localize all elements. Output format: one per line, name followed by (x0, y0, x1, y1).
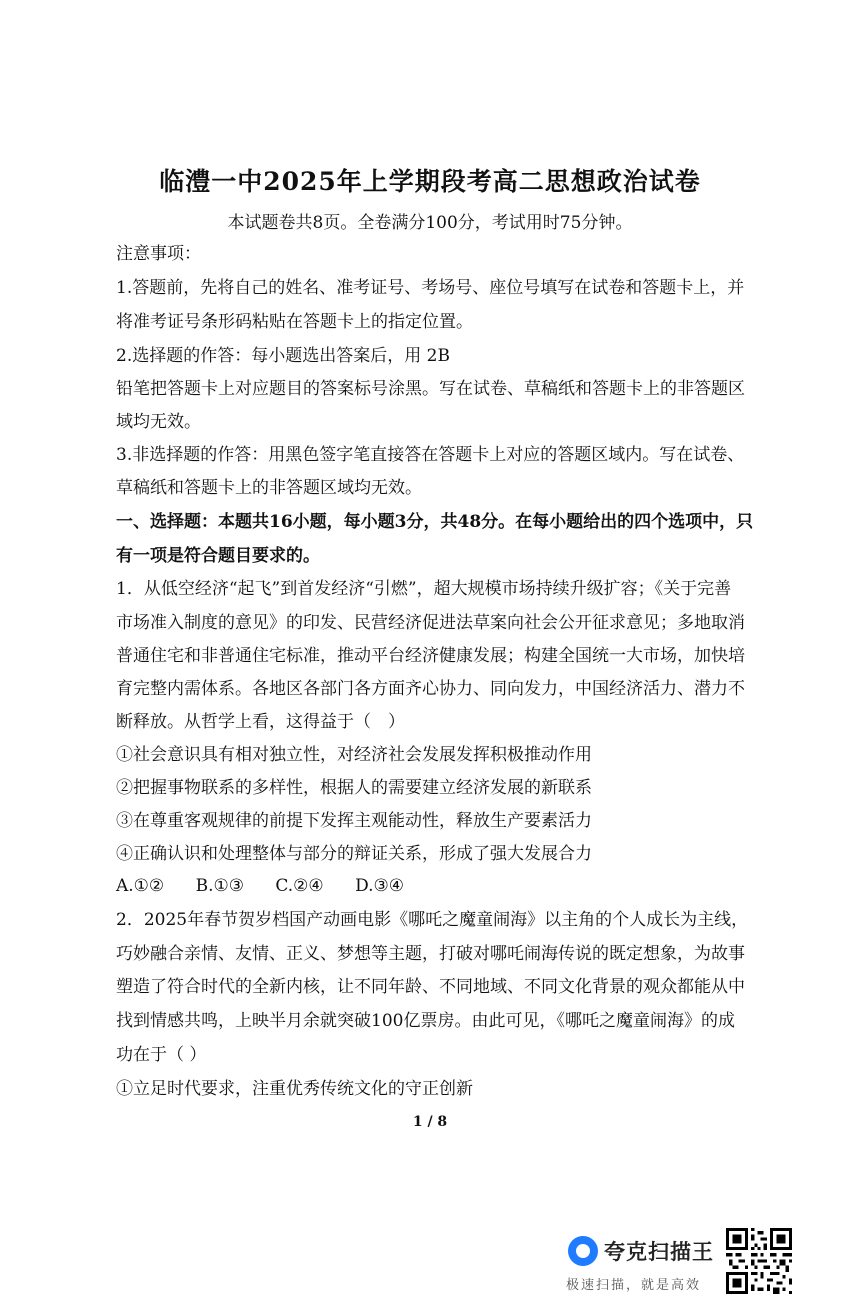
question-2-line: 巧妙融合亲情、友情、正义、梦想等主题，打破对哪吒闹海传说的既定想象，为故事 (116, 944, 745, 964)
question-2-choice: ①立足时代要求，注重优秀传统文化的守正创新 (116, 1079, 473, 1099)
notice-line: 3.非选择题的作答：用黑色签字笔直接答在答题卡上对应的答题区域内。写在试卷、 (116, 445, 745, 465)
notice-line: 域均无效。 (116, 412, 201, 432)
question-2-line: 2．2025年春节贺岁档国产动画电影《哪吒之魔童闹海》以主角的个人成长为主线， (116, 910, 749, 930)
watermark-brand-name: 夸克扫描王 (604, 1240, 714, 1264)
question-1-line: 育完整内需体系。各地区各部门各方面齐心协力、同向发力，中国经济活力、潜力不 (116, 679, 745, 699)
question-2-line: 塑造了符合时代的全新内核，让不同年龄、不同地域、不同文化背景的观众都能从中 (116, 977, 745, 997)
question-1-line: 1．从低空经济“起飞”到首发经济“引燃”，超大规模市场持续升级扩容；《关于完善 (116, 579, 732, 599)
notice-line: 草稿纸和答题卡上的非答题区域均无效。 (116, 478, 422, 498)
option-d: D.③④ (355, 876, 404, 896)
option-b: B.①③ (195, 876, 244, 896)
quark-logo-icon (568, 1236, 598, 1266)
page-number: 1 / 8 (412, 1114, 448, 1130)
notice-line: 2.选择题的作答：每小题选出答案后，用 2B (116, 346, 450, 366)
watermark-slogan: 极速扫描，就是高效 (566, 1278, 702, 1293)
question-1-choice: ①社会意识具有相对独立性，对经济社会发展发挥积极推动作用 (116, 745, 592, 765)
section-heading-line: 一、选择题：本题共16小题，每小题3分，共48分。在每小题给出的四个选项中，只 (116, 512, 754, 532)
page-subtitle: 本试题卷共8页。全卷满分100分，考试用时75分钟。 (227, 213, 633, 233)
qr-code-icon (726, 1228, 792, 1294)
notice-line: 铅笔把答题卡上对应题目的答案标号涂黑。写在试卷、草稿纸和答题卡上的非答题区 (116, 379, 745, 399)
scanner-watermark (566, 1228, 846, 1296)
question-2-line: 功在于（ ） (116, 1045, 207, 1065)
option-c: C.②④ (275, 876, 324, 896)
section-heading-line: 有一项是符合题目要求的。 (116, 546, 320, 566)
notice-line: 将准考证号条形码粘贴在答题卡上的指定位置。 (116, 312, 473, 332)
notice-heading: 注意事项： (116, 244, 201, 264)
question-1-choice: ④正确认识和处理整体与部分的辩证关系，形成了强大发展合力 (116, 844, 592, 864)
question-2-line: 找到情感共鸣，上映半月余就突破100亿票房。由此可见，《哪吒之魔童闹海》的成 (116, 1011, 735, 1031)
question-1-options (116, 876, 430, 896)
question-1-line: 市场准入制度的意见》的印发、民营经济促进法草案向社会公开征求意见；多地取消 (116, 613, 745, 633)
page-title: 临澧一中2025年上学期段考高二思想政治试卷 (159, 167, 701, 196)
question-1-line: 断释放。从哲学上看，这得益于（ ） (116, 712, 405, 732)
question-1-line: 普通住宅和非普通住宅标准，推动平台经济健康发展；构建全国统一大市场，加快培 (116, 646, 745, 666)
option-a: A.①② (116, 876, 165, 896)
notice-line: 1.答题前，先将自己的姓名、准考证号、考场号、座位号填写在试卷和答题卡上，并 (116, 278, 745, 298)
question-1-choice: ②把握事物联系的多样性，根据人的需要建立经济发展的新联系 (116, 778, 592, 798)
question-1-choice: ③在尊重客观规律的前提下发挥主观能动性，释放生产要素活力 (116, 811, 592, 831)
